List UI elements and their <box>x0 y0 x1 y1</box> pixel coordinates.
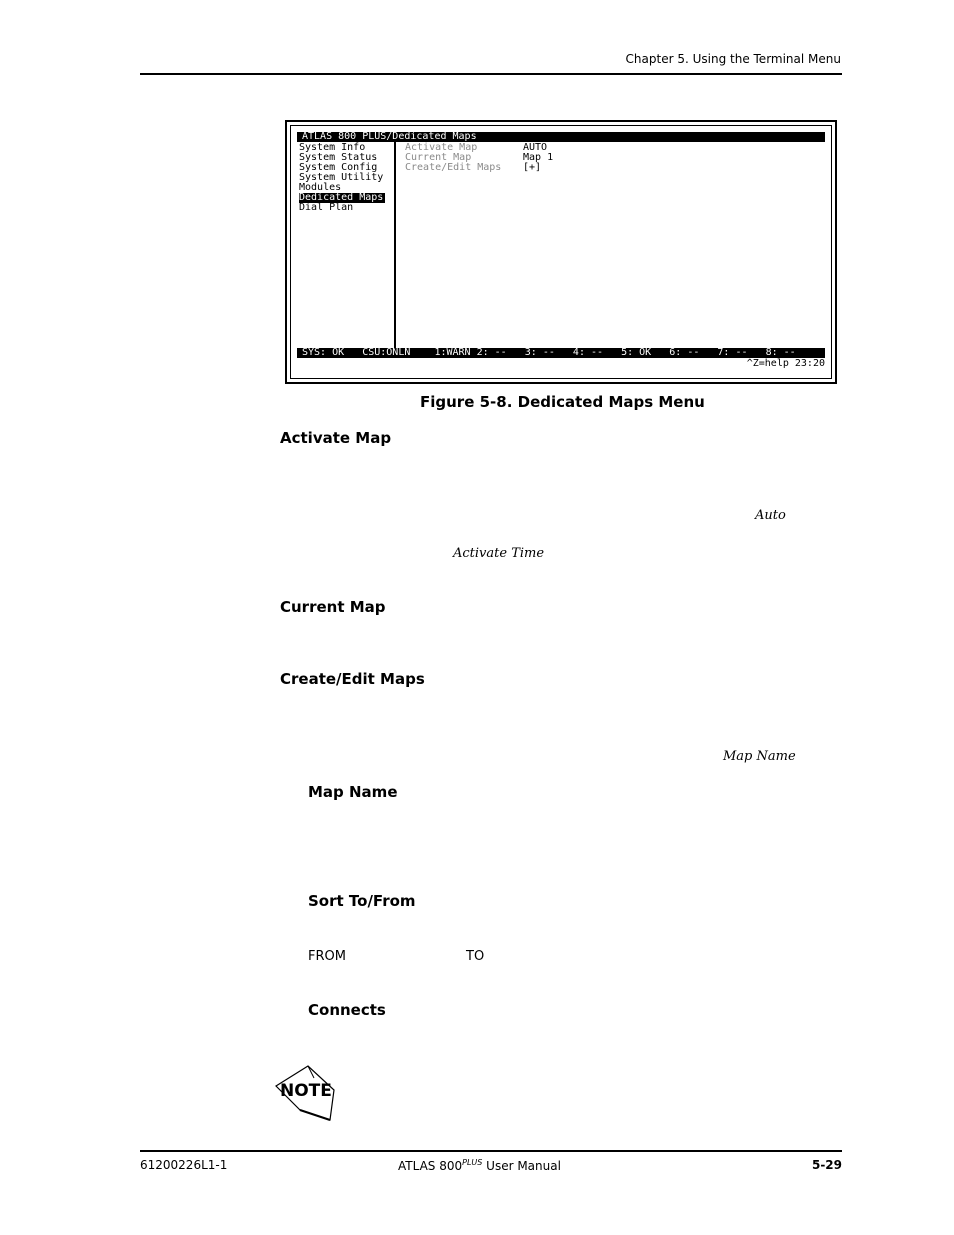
terminal-screenshot <box>285 120 837 384</box>
footer-page-number: 5-29 <box>811 1158 842 1172</box>
field-create-edit-maps[interactable]: Create/Edit Maps <box>405 162 502 173</box>
menu-item-dedicated-maps[interactable]: Dedicated Maps <box>299 192 384 203</box>
term-activate-time: Activate Time <box>453 546 545 561</box>
terminal-title-bar <box>297 132 825 142</box>
value-create-edit-maps: [+] <box>523 162 542 173</box>
note-icon-text: NOTE <box>280 1081 332 1101</box>
heading-connects: Connects <box>308 1001 386 1019</box>
term-from: FROM <box>308 949 346 964</box>
menu-item-system-info[interactable]: System Info <box>299 142 366 153</box>
heading-current-map: Current Map <box>280 598 386 616</box>
menu-item-dial-plan[interactable]: Dial Plan <box>299 202 354 213</box>
terminal-title: ATLAS 800 PLUS/Dedicated Maps <box>302 131 477 142</box>
running-header: Chapter 5. Using the Terminal Menu <box>625 52 841 66</box>
menu-item-system-utility[interactable]: System Utility <box>299 172 384 183</box>
terminal-status-bar <box>297 348 825 358</box>
term-auto: Auto <box>755 508 786 523</box>
field-current-map[interactable]: Current Map <box>405 152 472 163</box>
manual-title-sup: PLUS <box>462 1158 483 1167</box>
term-to: TO <box>466 949 485 964</box>
header-rule <box>140 73 842 75</box>
footer-rule <box>140 1150 842 1152</box>
menu-item-system-config[interactable]: System Config <box>299 162 378 173</box>
help-line: ^Z=help 23:20 <box>746 358 825 369</box>
terminal-divider <box>394 142 396 348</box>
figure-caption: Figure 5-8. Dedicated Maps Menu <box>420 393 705 411</box>
heading-map-name: Map Name <box>308 783 398 801</box>
footer-manual-title <box>398 1158 561 1173</box>
heading-sort-to-from: Sort To/From <box>308 892 416 910</box>
manual-title-prefix: ATLAS 800 <box>398 1159 463 1173</box>
term-map-name: Map Name <box>723 749 796 764</box>
value-current-map: Map 1 <box>523 152 554 163</box>
terminal-frame <box>290 125 832 379</box>
value-activate-map: AUTO <box>523 142 548 153</box>
note-icon <box>274 1064 336 1124</box>
manual-title-suffix: User Manual <box>482 1159 561 1173</box>
status-text: SYS: OK CSU:ONLN 1:WARN 2: -- 3: -- 4: -- 5: OK 6: -- 7: -- 8: -- <box>302 347 796 358</box>
heading-activate-map: Activate Map <box>280 429 392 447</box>
menu-item-system-status[interactable]: System Status <box>299 152 378 163</box>
heading-create-edit-maps: Create/Edit Maps <box>280 670 425 688</box>
field-activate-map[interactable]: Activate Map <box>405 142 478 153</box>
menu-item-modules[interactable]: Modules <box>299 182 342 193</box>
footer-part-number: 61200226L1-1 <box>140 1158 228 1172</box>
